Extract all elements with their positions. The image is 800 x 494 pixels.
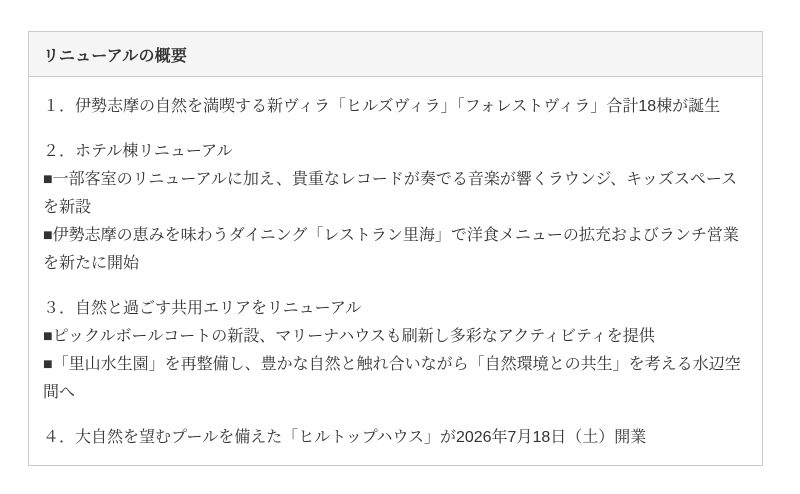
table-header-row xyxy=(29,32,762,77)
table-header-title: リニューアルの概要 xyxy=(43,47,188,65)
body-line: ■「里山水生園」を再整備し、豊かな自然と触れ合いながら「自然環境との共生」を考える水辺空間へ xyxy=(43,356,741,401)
body-line: ２．ホテル棟リニューアル xyxy=(43,143,233,160)
body-line: ４．大自然を望むプールを備えた「ヒルトップハウス」が2026年7月18日（土）開業 xyxy=(43,429,647,446)
renewal-overview-table xyxy=(28,31,763,466)
section-hilltop-house xyxy=(43,424,748,452)
section-shared-area-renewal xyxy=(43,295,748,407)
body-line: ■一部客室のリニューアルに加え、貴重なレコードが奏でる音楽が響くラウンジ、キッズスペースを新設 xyxy=(43,171,738,216)
section-new-villas xyxy=(43,93,748,121)
body-line: １．伊勢志摩の自然を満喫する新ヴィラ「ヒルズヴィラ」「フォレストヴィラ」合計18棟が誕生 xyxy=(43,98,721,115)
body-line: ３．自然と過ごす共用エリアをリニューアル xyxy=(43,300,362,317)
body-line: ■ピックルボールコートの新設、マリーナハウスも刷新し多彩なアクティビティを提供 xyxy=(43,328,655,345)
table-body-cell xyxy=(29,77,762,465)
section-hotel-renewal xyxy=(43,138,748,278)
body-line: ■伊勢志摩の恵みを味わうダイニング「レストラン里海」で洋食メニューの拡充およびランチ営業を新たに開始 xyxy=(43,227,739,272)
